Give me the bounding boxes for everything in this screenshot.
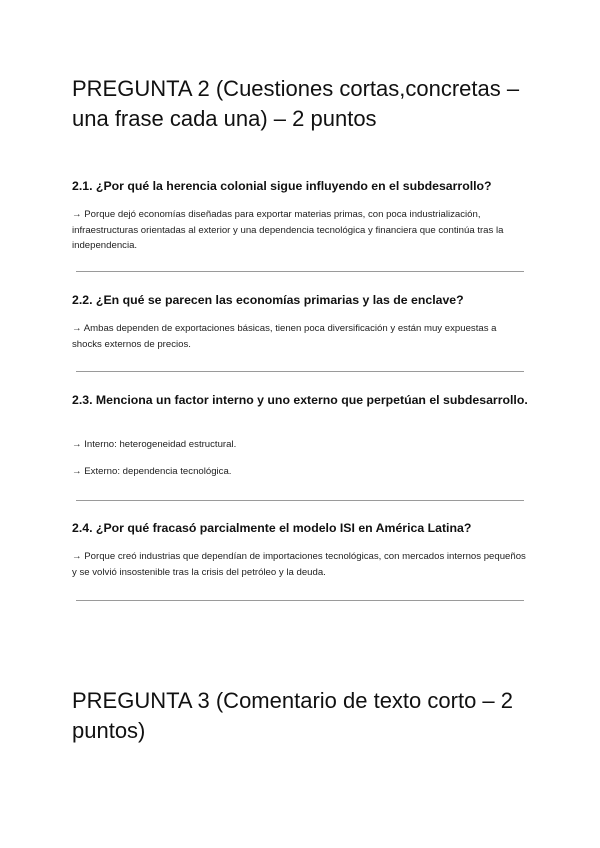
- section-3-heading: PREGUNTA 3 (Comentario de texto corto – 2 puntos): [72, 688, 513, 743]
- section-2-heading: PREGUNTA 2 (Cuestiones cortas,concretas – una frase cada una) – 2 puntos: [72, 76, 520, 131]
- divider: [76, 500, 524, 501]
- divider: [76, 600, 524, 601]
- question-2-2: 2.2. ¿En qué se parecen las economías primarias y las de enclave?: [72, 293, 464, 307]
- answer-2-3-external: → Externo: dependencia tecnológica.: [72, 466, 232, 477]
- answer-2-1: → Porque dejó economías diseñadas para exportar materias primas, con poca industrialización, infraestructuras orientadas al exterior y una dependencia tecnológica y financiera que continúa tras la independencia.: [72, 209, 504, 251]
- divider: [76, 271, 524, 272]
- question-2-3: 2.3. Menciona un factor interno y uno externo que perpetúan el subdesarrollo.: [72, 393, 528, 407]
- question-2-1: 2.1. ¿Por qué la herencia colonial sigue influyendo en el subdesarrollo?: [72, 179, 492, 193]
- answer-2-3-internal: → Interno: heterogeneidad estructural.: [72, 439, 237, 450]
- divider: [76, 371, 524, 372]
- answer-2-2: → Ambas dependen de exportaciones básicas, tienen poca diversificación y están muy expuestas a shocks externos de precios.: [72, 323, 497, 350]
- answer-2-4: → Porque creó industrias que dependían de importaciones tecnológicas, con mercados internos pequeños y se volvió insostenible tras la crisis del petróleo y la deuda.: [72, 551, 526, 578]
- question-2-4: 2.4. ¿Por qué fracasó parcialmente el modelo ISI en América Latina?: [72, 521, 472, 535]
